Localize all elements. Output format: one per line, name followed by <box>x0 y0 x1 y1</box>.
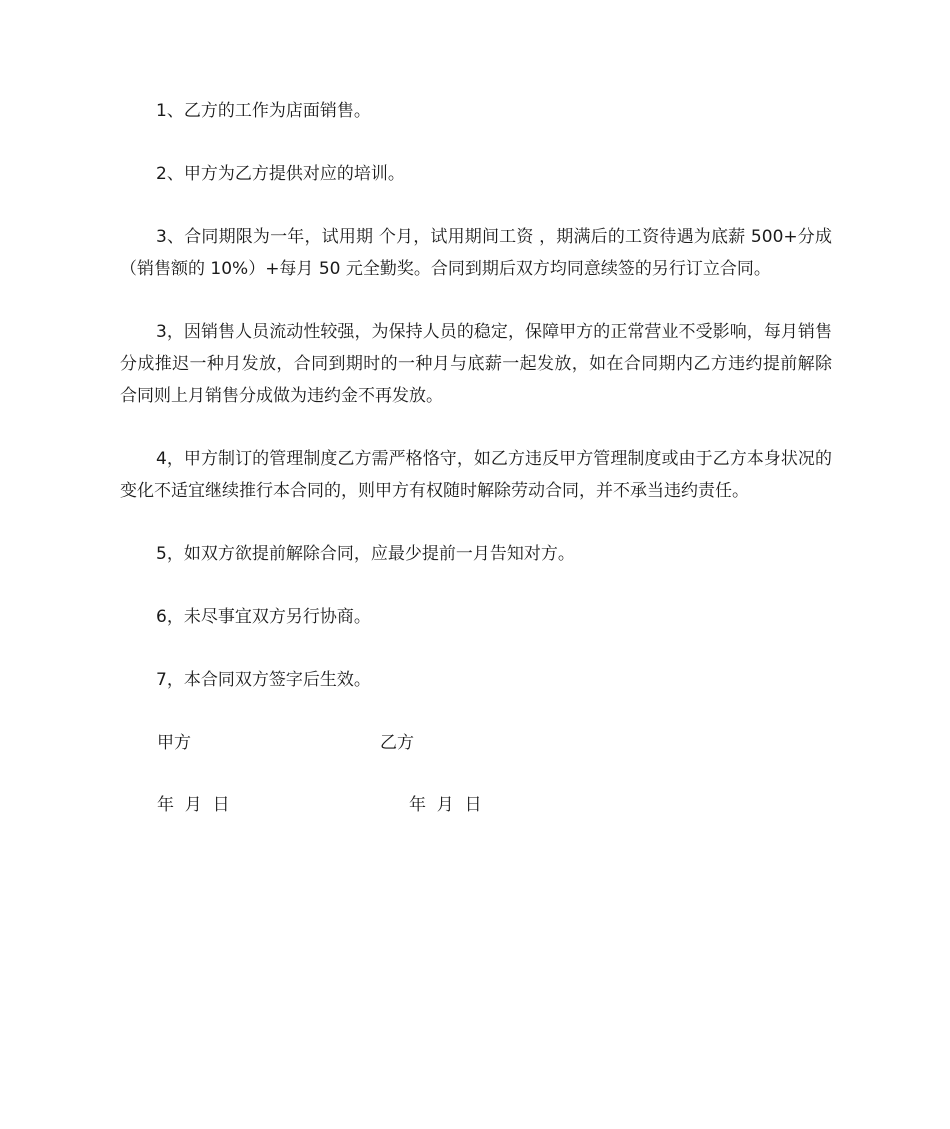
clause-3-term: 3、合同期限为一年，试用期 个月，试用期间工资 ，期满后的工资待遇为底薪 500+分成（销售额的 10%）+每月 50 元全勤奖。合同到期后双方均同意续签的另行订立合同。 <box>120 227 832 279</box>
clause-2: 2、甲方为乙方提供对应的培训。 <box>156 164 405 184</box>
clause-4: 4，甲方制订的管理制度乙方需严格恪守，如乙方违反甲方管理制度或由于乙方本身状况的变化不适宜继续推行本合同的，则甲方有权随时解除劳动合同，并不承当违约责任。 <box>120 449 832 501</box>
party-b-date: 年 月 日 <box>409 795 482 815</box>
clause-3-commission: 3，因销售人员流动性较强，为保持人员的稳定，保障甲方的正常营业不受影响，每月销售分成推迟一种月发放，合同到期时的一种月与底薪一起发放，如在合同期内乙方违约提前解除合同则上月销售分成做为违约金不再发放。 <box>120 322 832 406</box>
signature-parties-row <box>120 727 832 759</box>
party-b-label: 乙方 <box>380 733 414 753</box>
clause-7: 7，本合同双方签字后生效。 <box>156 670 371 690</box>
party-a-label: 甲方 <box>157 733 191 753</box>
signature-dates-row <box>120 789 832 821</box>
contract-body <box>120 95 832 851</box>
clause-6: 6，未尽事宜双方另行协商。 <box>156 607 371 627</box>
party-a-date: 年 月 日 <box>157 795 230 815</box>
clause-1: 1、乙方的工作为店面销售。 <box>156 101 371 121</box>
clause-5: 5，如双方欲提前解除合同，应最少提前一月告知对方。 <box>156 544 575 564</box>
